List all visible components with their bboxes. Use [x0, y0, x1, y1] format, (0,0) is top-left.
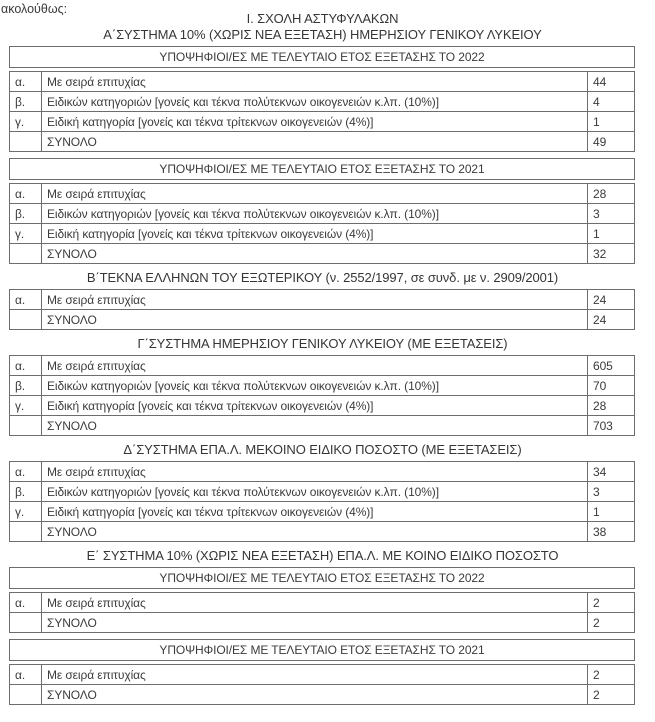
table-header: ΥΠΟΨΗΦΙΟΙ/ΕΣ ΜΕ ΤΕΛΕΥΤΑΙΟ ΕΤΟΣ ΕΞΕΤΑΣΗΣ ΤΟ 2022 — [9, 46, 635, 68]
row-value: 38 — [588, 522, 635, 542]
table-header: ΥΠΟΨΗΦΙΟΙ/ΕΣ ΜΕ ΤΕΛΕΥΤΑΙΟ ΕΤΟΣ ΕΞΕΤΑΣΗΣ ΤΟ 2021 — [9, 639, 635, 661]
candidates-table — [9, 355, 635, 436]
section-d — [0, 442, 655, 542]
table-row — [10, 665, 635, 685]
row-letter: β. — [10, 92, 42, 112]
row-letter: β. — [10, 204, 42, 224]
page-title: Ι. ΣΧΟΛΗ ΑΣΤΥΦΥΛΑΚΩΝ — [246, 11, 399, 26]
row-label: Ειδικών κατηγοριών [γονείς και τέκνα πολύτεκνων οικογενειών κ.λπ. (10%)] — [42, 92, 588, 112]
row-value: 28 — [588, 184, 635, 204]
candidates-table — [9, 461, 635, 542]
row-value: 70 — [588, 376, 635, 396]
row-letter — [10, 522, 42, 542]
table-row — [10, 184, 635, 204]
table-row — [10, 502, 635, 522]
row-value: 24 — [588, 310, 635, 330]
row-value: 49 — [588, 132, 635, 152]
row-value: 3 — [588, 204, 635, 224]
row-label: Ειδική κατηγορία [γονείς και τέκνα τρίτεκνων οικογενειών (4%)] — [42, 396, 588, 416]
table-row — [10, 356, 635, 376]
row-value: 2 — [588, 613, 635, 633]
row-letter — [10, 244, 42, 264]
row-value: 2 — [588, 593, 635, 613]
row-letter: γ. — [10, 396, 42, 416]
row-letter — [10, 416, 42, 436]
row-letter: β. — [10, 482, 42, 502]
total-row — [10, 310, 635, 330]
candidates-table — [9, 592, 635, 633]
section-title: Δ΄ΣΥΣΤΗΜΑ ΕΠΑ.Λ. ΜΕΚΟΙΝΟ ΕΙΔΙΚΟ ΠΟΣΟΣΤΟ (ΜΕ ΕΞΕΤΑΣΕΙΣ) — [123, 442, 522, 457]
row-letter: α. — [10, 462, 42, 482]
row-label: Ειδική κατηγορία [γονείς και τέκνα τρίτεκνων οικογενειών (4%)] — [42, 502, 588, 522]
table-row — [10, 593, 635, 613]
row-letter: γ. — [10, 112, 42, 132]
row-letter: γ. — [10, 224, 42, 244]
intro-text-clipped — [1, 0, 655, 16]
candidates-table — [9, 289, 635, 330]
row-label: ΣΥΝΟΛΟ — [42, 132, 588, 152]
table-row — [10, 224, 635, 244]
section-title: Α΄ΣΥΣΤΗΜΑ 10% (ΧΩΡΙΣ ΝΕΑ ΕΞΕΤΑΣΗ) ΗΜΕΡΗΣΙΟΥ ΓΕΝΙΚΟΥ ΛΥΚΕΙΟΥ — [103, 27, 542, 42]
row-label: Με σειρά επιτυχίας — [42, 72, 588, 92]
row-letter — [10, 613, 42, 633]
row-value: 44 — [588, 72, 635, 92]
table-header: ΥΠΟΨΗΦΙΟΙ/ΕΣ ΜΕ ΤΕΛΕΥΤΑΙΟ ΕΤΟΣ ΕΞΕΤΑΣΗΣ ΤΟ 2021 — [9, 158, 635, 180]
total-row — [10, 244, 635, 264]
table-row — [10, 72, 635, 92]
section-a — [0, 27, 655, 264]
candidates-table — [9, 664, 635, 705]
section-title: Γ΄ΣΥΣΤΗΜΑ ΗΜΕΡΗΣΙΟΥ ΓΕΝΙΚΟΥ ΛΥΚΕΙΟΥ (ΜΕ ΕΞΕΤΑΣΕΙΣ) — [137, 336, 508, 351]
row-value: 32 — [588, 244, 635, 264]
row-label: ΣΥΝΟΛΟ — [42, 416, 588, 436]
row-value: 24 — [588, 290, 635, 310]
row-value: 1 — [588, 224, 635, 244]
row-letter — [10, 310, 42, 330]
intro-text: ακολούθως: — [1, 2, 68, 16]
row-label: Με σειρά επιτυχίας — [42, 665, 588, 685]
row-letter: α. — [10, 356, 42, 376]
table-row — [10, 462, 635, 482]
table-row — [10, 204, 635, 224]
row-value: 4 — [588, 92, 635, 112]
total-row — [10, 685, 635, 705]
row-label: ΣΥΝΟΛΟ — [42, 685, 588, 705]
row-label: Με σειρά επιτυχίας — [42, 290, 588, 310]
row-label: ΣΥΝΟΛΟ — [42, 244, 588, 264]
row-letter: α. — [10, 72, 42, 92]
row-letter: γ. — [10, 502, 42, 522]
candidates-table — [9, 183, 635, 264]
row-letter: β. — [10, 376, 42, 396]
table-row — [10, 290, 635, 310]
row-label: Με σειρά επιτυχίας — [42, 462, 588, 482]
row-value: 703 — [588, 416, 635, 436]
row-label: Ειδική κατηγορία [γονείς και τέκνα τρίτεκνων οικογενειών (4%)] — [42, 112, 588, 132]
row-value: 1 — [588, 502, 635, 522]
row-letter: α. — [10, 665, 42, 685]
table-row — [10, 396, 635, 416]
row-value: 34 — [588, 462, 635, 482]
row-label: Ειδική κατηγορία [γονείς και τέκνα τρίτεκνων οικογενειών (4%)] — [42, 224, 588, 244]
row-value: 1 — [588, 112, 635, 132]
total-row — [10, 522, 635, 542]
total-row — [10, 613, 635, 633]
row-value: 2 — [588, 665, 635, 685]
section-title: Ε΄ ΣΥΣΤΗΜΑ 10% (ΧΩΡΙΣ ΝΕΑ ΕΞΕΤΑΣΗ) ΕΠΑ.Λ. ΜΕ ΚΟΙΝΟ ΕΙΔΙΚΟ ΠΟΣΟΣΤΟ — [86, 548, 559, 563]
row-label: Ειδικών κατηγοριών [γονείς και τέκνα πολύτεκνων οικογενειών κ.λπ. (10%)] — [42, 376, 588, 396]
row-label: ΣΥΝΟΛΟ — [42, 310, 588, 330]
row-letter: α. — [10, 290, 42, 310]
row-letter: α. — [10, 593, 42, 613]
section-c — [0, 336, 655, 436]
row-label: Με σειρά επιτυχίας — [42, 184, 588, 204]
total-row — [10, 132, 635, 152]
table-header: ΥΠΟΨΗΦΙΟΙ/ΕΣ ΜΕ ΤΕΛΕΥΤΑΙΟ ΕΤΟΣ ΕΞΕΤΑΣΗΣ ΤΟ 2022 — [9, 567, 635, 589]
row-label: Με σειρά επιτυχίας — [42, 356, 588, 376]
row-label: Με σειρά επιτυχίας — [42, 593, 588, 613]
row-letter — [10, 685, 42, 705]
row-value: 2 — [588, 685, 635, 705]
row-label: ΣΥΝΟΛΟ — [42, 613, 588, 633]
table-row — [10, 376, 635, 396]
row-letter — [10, 132, 42, 152]
row-label: ΣΥΝΟΛΟ — [42, 522, 588, 542]
section-e — [0, 548, 655, 705]
candidates-table — [9, 71, 635, 152]
total-row — [10, 416, 635, 436]
row-value: 28 — [588, 396, 635, 416]
row-value: 605 — [588, 356, 635, 376]
row-letter: α. — [10, 184, 42, 204]
section-b — [0, 270, 655, 330]
row-label: Ειδικών κατηγοριών [γονείς και τέκνα πολύτεκνων οικογενειών κ.λπ. (10%)] — [42, 482, 588, 502]
row-label: Ειδικών κατηγοριών [γονείς και τέκνα πολύτεκνων οικογενειών κ.λπ. (10%)] — [42, 204, 588, 224]
section-title: Β΄ΤΕΚΝΑ ΕΛΛΗΝΩΝ ΤΟΥ ΕΞΩΤΕΡΙΚΟΥ (ν. 2552/1997, σε συνδ. με ν. 2909/2001) — [86, 270, 559, 285]
row-value: 3 — [588, 482, 635, 502]
table-row — [10, 92, 635, 112]
table-row — [10, 482, 635, 502]
table-row — [10, 112, 635, 132]
